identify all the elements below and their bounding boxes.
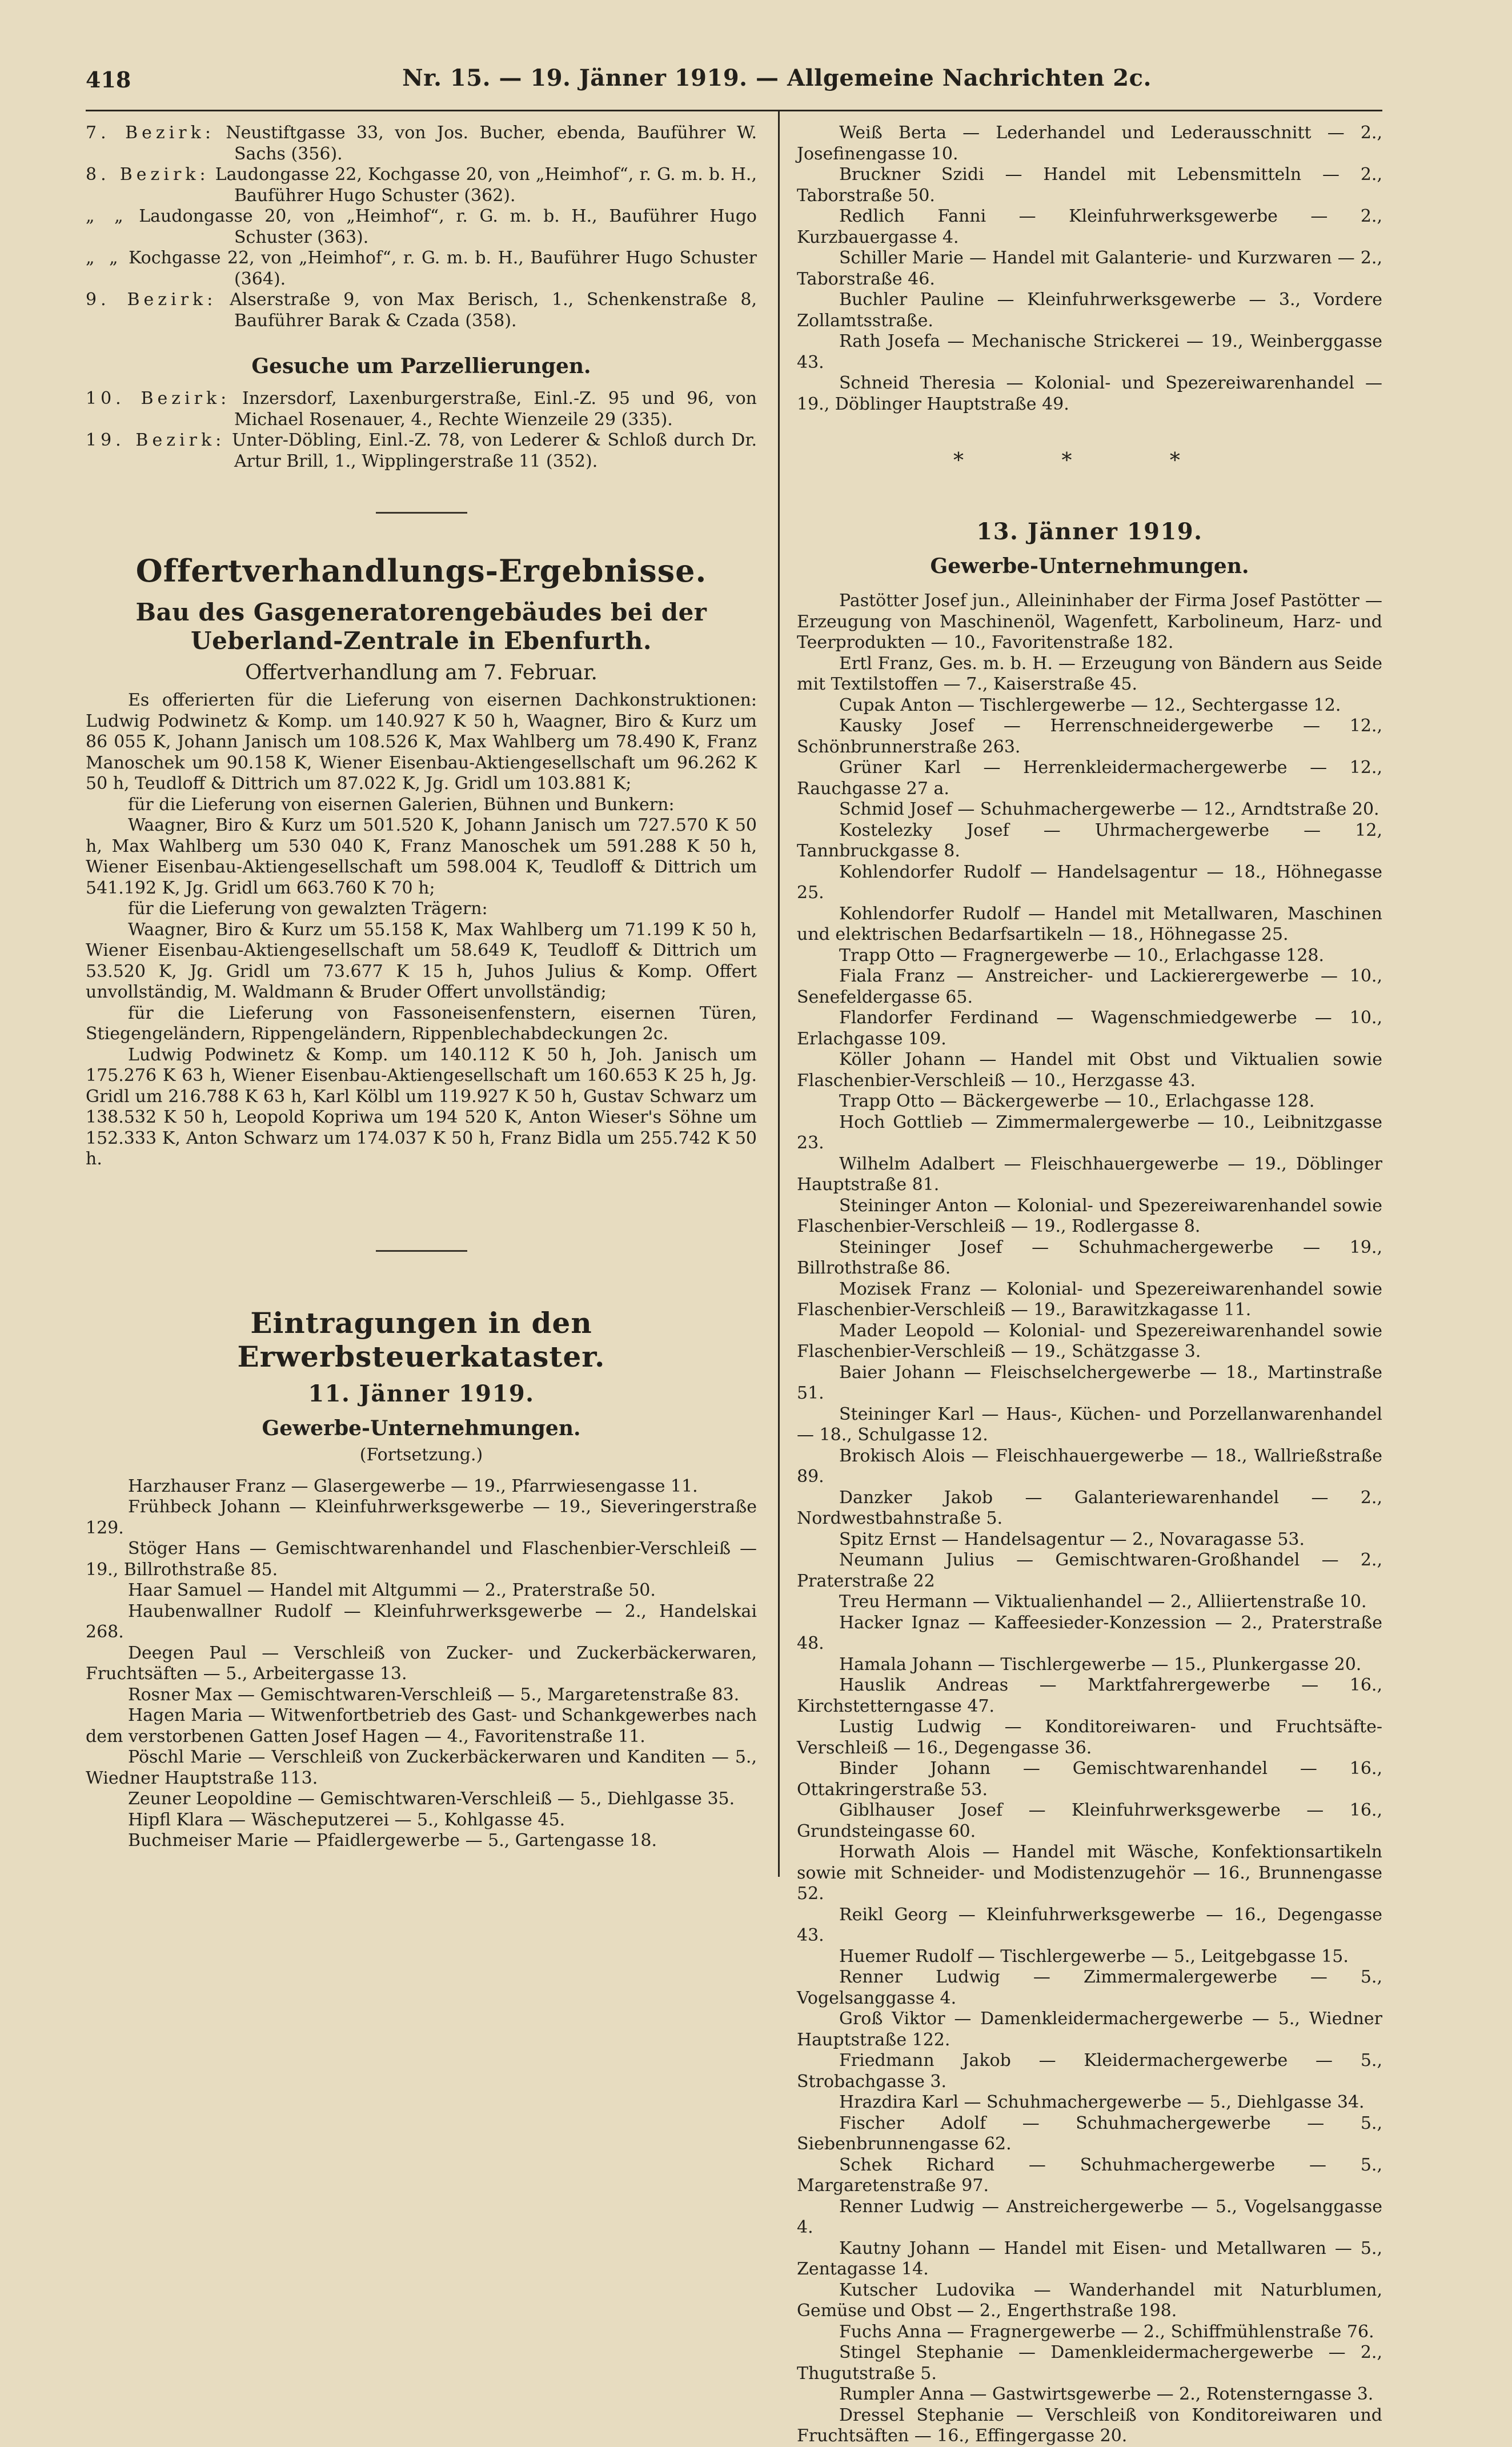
register-entry: Kohlendorfer Rudolf — Handelsagentur — 18., Höhnegasse 25. (797, 862, 1382, 903)
register-entry: Binder Johann — Gemischtwarenhandel — 16., Ottakringerstraße 53. (797, 1759, 1382, 1800)
register-entry: Redlich Fanni — Kleinfuhrwerksgewerbe — 2., Kurzbauergasse 4. (797, 206, 1382, 247)
register-entry: Grüner Karl — Herrenkleidermachergewerbe — 12., Rauchgasse 27 a. (797, 758, 1382, 799)
register-entry: Groß Viktor — Damenkleidermachergewerbe — 5., Wiedner Hauptstraße 122. (797, 2009, 1382, 2050)
register-entry: Trapp Otto — Bäckergewerbe — 10., Erlachgasse 128. (839, 1091, 1315, 1111)
offer-subheading: Bau des Gasgeneratorengebäudes bei der Ueberland-Zentrale in Ebenfurth. (135, 598, 707, 655)
offer-paragraph: Waagner, Biro & Kurz um 501.520 K, Johann Janisch um 727.570 K 50 h, Max Wahlberg um 530 040 K, Franz Manoschek um 591.288 K 50 h, Wiener Eisenbau-Aktiengesellschaft um 598.004 K, Teudloff & Dittrich um 541.192 K, Jg. Gridl um 663.760 K 70 h; (86, 815, 757, 898)
register-entry: Buchmeiser Marie — Pfaidlergewerbe — 5., Gartengasse 18. (128, 1831, 657, 1851)
register-entry: Rath Josefa — Mechanische Strickerei — 19., Weinberggasse 43. (797, 331, 1382, 373)
register-entry: Steininger Karl — Haus-, Küchen- und Porzellanwarenhandel — 18., Schulgasse 12. (797, 1404, 1382, 1445)
register-entry: Steininger Anton — Kolonial- und Spezereiwarenhandel sowie Flaschenbier-Verschleiß — 19., Rodlergasse 8. (797, 1195, 1382, 1236)
register-entry: Steininger Josef — Schuhmachergewerbe — 19., Billrothstraße 86. (797, 1237, 1382, 1278)
parcel-list (86, 389, 757, 472)
offer-heading: Offertverhandlungs-Ergebnisse. (135, 552, 707, 589)
register-entry: Hauslik Andreas — Marktfahrergewerbe — 16., Kirchstetterngasse 47. (797, 1675, 1382, 1716)
register-entry: Pöschl Marie — Verschleiß von Zuckerbäckerwaren und Kanditen — 5., Wiedner Hauptstraße 113. (86, 1747, 757, 1788)
register-entry: Haubenwallner Rudolf — Kleinfuhrwerksgewerbe — 2., Handelskai 268. (86, 1601, 757, 1642)
permit-list (86, 123, 757, 331)
permit-entry: 8. Bezirk: Laudongasse 22, Kochgasse 20, von „Heimhof“, r. G. m. b. H., Bauführer Hugo Schuster (362). (86, 165, 757, 206)
register-entry: Fischer Adolf — Schuhmachergewerbe — 5., Siebenbrunnengasse 62. (797, 2113, 1382, 2154)
register-entry: Brokisch Alois — Fleischhauergewerbe — 18., Wallrießstraße 89. (797, 1445, 1382, 1487)
register-entry: Trapp Otto — Fragnergewerbe — 10., Erlachgasse 128. (839, 945, 1325, 966)
register-entry: Stingel Stephanie — Damenkleidermachergewerbe — 2., Thugutstraße 5. (797, 2342, 1382, 2384)
register-entries-2 (797, 591, 1382, 2447)
header-rule (86, 110, 1382, 111)
register-entry: Bruckner Szidi — Handel mit Lebensmitteln — 2., Taborstraße 50. (797, 165, 1382, 206)
register-entry: Stöger Hans — Gemischtwarenhandel und Flaschenbier-Verschleiß — 19., Billrothstraße 85. (86, 1539, 757, 1580)
register-continuation: (Fortsetzung.) (359, 1444, 483, 1465)
register-entry: Wilhelm Adalbert — Fleischhauergewerbe — 19., Döblinger Hauptstraße 81. (797, 1154, 1382, 1195)
register-entry: Ertl Franz, Ges. m. b. H. — Erzeugung von Bändern aus Seide mit Textilstoffen — 7., Kaiserstraße 45. (797, 653, 1382, 694)
left-column (86, 123, 757, 1852)
register-entry: Haar Samuel — Handel mit Altgummi — 2., Praterstraße 50. (128, 1580, 656, 1600)
register-entry: Renner Ludwig — Zimmermalergewerbe — 5., Vogelsanggasse 4. (797, 1967, 1382, 2008)
register-entry: Hamala Johann — Tischlergewerbe — 15., Plunkergasse 20. (839, 1654, 1362, 1675)
register-entry: Pastötter Josef jun., Alleininhaber der Firma Josef Pastötter — Erzeugung von Maschinenöl, Wagenfett, Karbolineum, Harz- und Teerprodukten — 10., Favoritenstraße 182. (797, 591, 1382, 652)
register-entry: Huemer Rudolf — Tischlergewerbe — 5., Leitgebgasse 15. (839, 1946, 1349, 1967)
offer-paragraph: Waagner, Biro & Kurz um 55.158 K, Max Wahlberg um 71.199 K 50 h, Wiener Eisenbau-Aktiengesellschaft um 58.649 K, Teudloff & Dittrich um 53.520 K, Jg. Gridl um 73.677 K 15 h, Juhos Julius & Komp. Offert unvollständig, M. Waldmann & Bruder Offert unvollständig; (86, 919, 757, 1002)
register-entry: Buchler Pauline — Kleinfuhrwerksgewerbe — 3., Vordere Zollamtsstraße. (797, 290, 1382, 331)
register-entry: Mozisek Franz — Kolonial- und Spezereiwarenhandel sowie Flaschenbier-Verschleiß — 19., Barawitzkagasse 11. (797, 1279, 1382, 1320)
parcel-heading: Gesuche um Parzellierungen. (251, 354, 591, 378)
right-column (797, 123, 1382, 2447)
parcel-entry: 10. Bezirk: Inzersdorf, Laxenburgerstraße, Einl.-Z. 95 und 96, von Michael Rosenauer, 4., Rechte Wienzeile 29 (335). (86, 389, 757, 430)
register-subheading: Gewerbe-Unternehmungen. (262, 1416, 581, 1440)
register-entry: Hipfl Klara — Wäscheputzerei — 5., Kohlgasse 45. (128, 1809, 566, 1830)
register-entry: Köller Johann — Handel mit Obst und Viktualien sowie Flaschenbier-Verschleiß — 10., Herzgasse 43. (797, 1050, 1382, 1091)
register-entry: Danzker Jakob — Galanteriewarenhandel — 2., Nordwestbahnstraße 5. (797, 1487, 1382, 1528)
register-entry: Dressel Stephanie — Verschleiß von Konditoreiwaren und Fruchtsäften — 16., Effingergasse 20. (797, 2405, 1382, 2446)
register-entry: Hrazdira Karl — Schuhmachergewerbe — 5., Diehlgasse 34. (839, 2092, 1365, 2112)
register-entry: Cupak Anton — Tischlergewerbe — 12., Sechtergasse 12. (839, 695, 1341, 715)
permit-entry: 7. Bezirk: Neustiftgasse 33, von Jos. Bucher, ebenda, Bauführer W. Sachs (356). (86, 123, 757, 164)
register-entry: Spitz Ernst — Handelsagentur — 2., Novaragasse 53. (839, 1529, 1305, 1549)
register-entry: Harzhauser Franz — Glasergewerbe — 19., Pfarrwiesengasse 11. (128, 1476, 698, 1496)
register-entry: Zeuner Leopoldine — Gemischtwaren-Verschleiß — 5., Diehlgasse 35. (128, 1789, 735, 1809)
register-entry: Mader Leopold — Kolonial- und Spezereiwarenhandel sowie Flaschenbier-Verschleiß — 19., Schätzgasse 3. (797, 1320, 1382, 1361)
register-date-2: 13. Jänner 1919. (976, 518, 1203, 545)
register-heading: Eintragungen in den Erwerbsteuerkataster. (237, 1305, 605, 1373)
register-entries (86, 1476, 757, 1852)
register-entry: Lustig Ludwig — Konditoreiwaren- und Fruchtsäfte-Verschleiß — 16., Degengasse 36. (797, 1717, 1382, 1758)
register-entry: Giblhauser Josef — Kleinfuhrwerksgewerbe — 16., Grundsteingasse 60. (797, 1800, 1382, 1841)
register-entry: Deegen Paul — Verschleiß von Zucker- und Zuckerbäckerwaren, Fruchtsäften — 5., Arbeitergasse 13. (86, 1643, 757, 1684)
register-entry: Reikl Georg — Kleinfuhrwerksgewerbe — 16., Degengasse 43. (797, 1904, 1382, 1945)
register-entries-continued (797, 123, 1382, 415)
register-entry: Schmid Josef — Schuhmachergewerbe — 12., Arndtstraße 20. (839, 799, 1379, 819)
running-title: Nr. 15. — 19. Jänner 1919. — Allgemeine Nachrichten 2c. (402, 65, 1152, 91)
register-entry: Kostelezky Josef — Uhrmachergewerbe — 12, Tannbruckgasse 8. (797, 820, 1382, 861)
register-entry: Horwath Alois — Handel mit Wäsche, Konfektionsartikeln sowie mit Schneider- und Modistenzugehör — 16., Brunnengasse 52. (797, 1842, 1382, 1904)
page-number: 418 (86, 67, 131, 93)
register-entry: Schneid Theresia — Kolonial- und Spezereiwarenhandel — 19., Döblinger Hauptstraße 49. (797, 373, 1382, 414)
permit-entry: 9. Bezirk: Alserstraße 9, von Max Berisch, 1., Schenkenstraße 8, Bauführer Barak & Czada (358). (86, 290, 757, 331)
register-subheading-2: Gewerbe-Unternehmungen. (930, 554, 1249, 578)
register-entry: Weiß Berta — Lederhandel und Lederausschnitt — 2., Josefinengasse 10. (797, 123, 1382, 164)
register-entry: Schek Richard — Schuhmachergewerbe — 5., Margaretenstraße 97. (797, 2154, 1382, 2196)
offer-paragraph: für die Lieferung von gewalzten Trägern: (128, 899, 488, 919)
page-header (86, 60, 1382, 106)
register-entry: Fuchs Anna — Fragnergewerbe — 2., Schiffmühlenstraße 76. (839, 2321, 1374, 2342)
register-entry: Rumpler Anna — Gastwirtsgewerbe — 2., Rotensterngasse 3. (839, 2384, 1374, 2404)
register-entry: Neumann Julius — Gemischtwaren-Großhandel — 2., Praterstraße 22 (797, 1550, 1382, 1591)
register-entry: Hacker Ignaz — Kaffeesieder-Konzession — 2., Praterstraße 48. (797, 1612, 1382, 1653)
offer-results (86, 690, 757, 1170)
register-entry: Rosner Max — Gemischtwaren-Verschleiß — 5., Margaretenstraße 83. (128, 1684, 740, 1705)
offer-date: Offertverhandlung am 7. Februar. (245, 661, 597, 684)
register-entry: Kutscher Ludovika — Wanderhandel mit Naturblumen, Gemüse und Obst — 2., Engerthstraße 198. (797, 2280, 1382, 2321)
offer-paragraph: Es offerierten für die Lieferung von eisernen Dachkonstruktionen: Ludwig Podwinetz & Komp. um 140.927 K 50 h, Waagner, Biro & Kurz um 86 055 K, Johann Janisch um 108.526 K, Max Wahlberg um 78.490 K, Franz Manoschek um 90.158 K, Wiener Eisenbau-Aktiengesellschaft um 96.262 K 50 h, Teudloff & Dittrich um 87.022 K, Jg. Gridl um 103.881 K; (86, 690, 757, 794)
register-date: 11. Jänner 1919. (308, 1380, 535, 1407)
permit-entry: „ „ Kochgasse 22, von „Heimhof“, r. G. m. b. H., Bauführer Hugo Schuster (364). (86, 248, 757, 289)
register-entry: Flandorfer Ferdinand — Wagenschmiedgewerbe — 10., Erlachgasse 109. (797, 1008, 1382, 1049)
register-entry: Kautny Johann — Handel mit Eisen- und Metallwaren — 5., Zentagasse 14. (797, 2238, 1382, 2279)
section-stars: * * * (953, 449, 1226, 472)
register-entry: Baier Johann — Fleischselchergewerbe — 18., Martinstraße 51. (797, 1362, 1382, 1403)
register-entry: Schiller Marie — Handel mit Galanterie- und Kurzwaren — 2., Taborstraße 46. (797, 248, 1382, 289)
section-divider (376, 512, 467, 514)
column-rule (778, 111, 780, 1877)
register-entry: Hagen Maria — Witwenfortbetrieb des Gast- und Schankgewerbes nach dem verstorbenen Gatten Josef Hagen — 4., Favoritenstraße 11. (86, 1705, 757, 1747)
offer-paragraph: Ludwig Podwinetz & Komp. um 140.112 K 50 h, Joh. Janisch um 175.276 K 63 h, Wiener Eisenbau-Aktiengesellschaft um 160.653 K 25 h, Jg. Gridl um 216.788 K 63 h, Karl Kölbl um 119.927 K 50 h, Gustav Schwarz um 138.532 K 50 h, Leopold Kopriwa um 194 520 K, Anton Wieser's Söhne um 152.333 K, Anton Schwarz um 174.037 K 50 h, Franz Bidla um 255.742 K 50 h. (86, 1044, 757, 1169)
register-entry: Kohlendorfer Rudolf — Handel mit Metallwaren, Maschinen und elektrischen Bedarfsartikeln — 18., Höhnegasse 25. (797, 903, 1382, 944)
permit-entry: „ „ Laudongasse 20, von „Heimhof“, r. G. m. b. H., Bauführer Hugo Schuster (363). (86, 206, 757, 247)
register-entry: Fiala Franz — Anstreicher- und Lackierergewerbe — 10., Senefeldergasse 65. (797, 966, 1382, 1007)
register-entry: Frühbeck Johann — Kleinfuhrwerksgewerbe — 19., Sieveringerstraße 129. (86, 1497, 757, 1538)
register-entry: Friedmann Jakob — Kleidermachergewerbe — 5., Strobachgasse 3. (797, 2050, 1382, 2092)
section-divider (376, 1250, 467, 1252)
offer-paragraph: für die Lieferung von eisernen Galerien, Bühnen und Bunkern: (128, 794, 675, 815)
register-entry: Renner Ludwig — Anstreichergewerbe — 5., Vogelsanggasse 4. (797, 2196, 1382, 2237)
offer-paragraph: für die Lieferung von Fassoneisenfenstern, eisernen Türen, Stiegengeländern, Rippengeländern, Rippenblechabdeckungen 2c. (86, 1003, 757, 1044)
register-entry: Treu Hermann — Viktualienhandel — 2., Alliiertenstraße 10. (839, 1592, 1367, 1612)
register-entry: Kausky Josef — Herrenschneidergewerbe — 12., Schönbrunnerstraße 263. (797, 716, 1382, 757)
parcel-entry: 19. Bezirk: Unter-Döbling, Einl.-Z. 78, von Lederer & Schloß durch Dr. Artur Brill, 1., Wipplingerstraße 11 (352). (86, 430, 757, 471)
register-entry: Hoch Gottlieb — Zimmermalergewerbe — 10., Leibnitzgasse 23. (797, 1112, 1382, 1153)
